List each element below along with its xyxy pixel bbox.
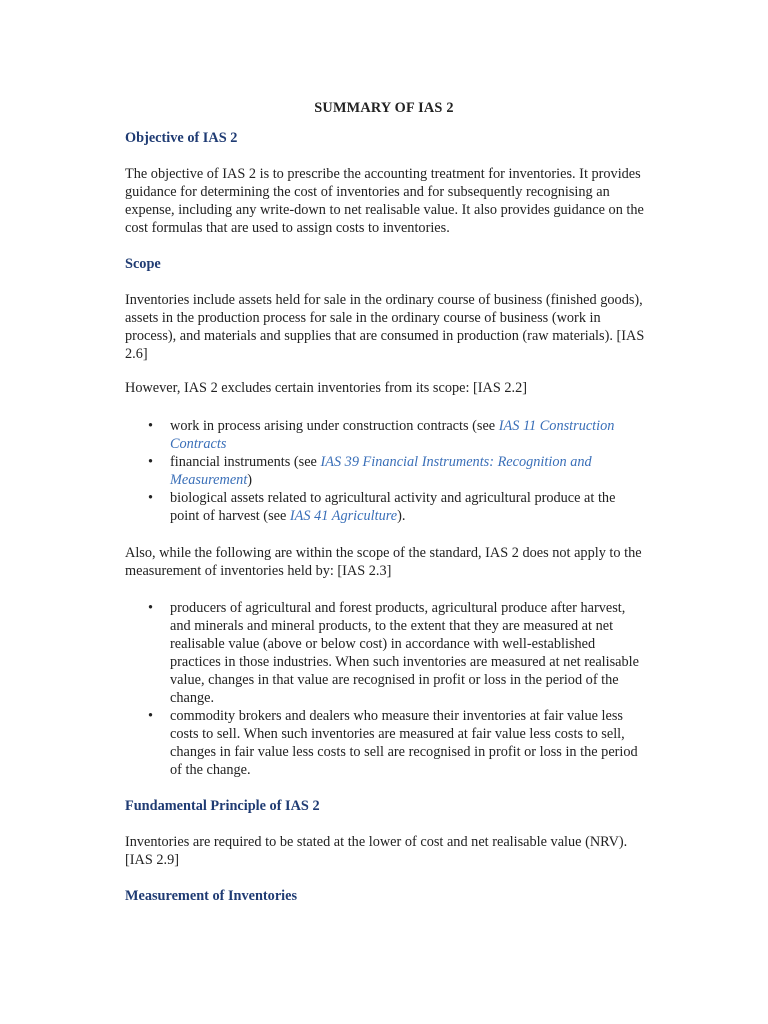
scope-exclusions-list <box>125 417 645 525</box>
bullet-icon: • <box>148 490 154 506</box>
bullet-icon: • <box>148 708 154 724</box>
scope-paragraph-inventories: Inventories include assets held for sale in the ordinary course of business (finished goods), assets in the production process for sale in the ordinary course of business (work in process), and materials and supplies that are consumed in production (raw materials). [IAS 2.6] <box>125 292 645 362</box>
scope-paragraph-exclusions-intro: However, IAS 2 excludes certain inventories from its scope: [IAS 2.2] <box>125 380 528 396</box>
list-item-text: work in process arising under construction contracts (see <box>170 418 499 434</box>
ias-11-link[interactable]: IAS 11 Construction Contracts <box>170 418 615 452</box>
scope-heading: Scope <box>125 256 161 272</box>
objective-heading: Objective of IAS 2 <box>125 130 238 146</box>
measurement-heading: Measurement of Inventories <box>125 888 298 904</box>
list-item-text-end: ) <box>247 472 253 488</box>
list-item-text: biological assets related to agricultural activity and agricultural produce at the point of harvest (see <box>170 490 616 524</box>
list-item <box>125 599 645 707</box>
list-item-text-end: ). <box>397 508 406 524</box>
list-item <box>125 489 645 525</box>
bullet-icon: • <box>148 454 154 470</box>
principle-paragraph: Inventories are required to be stated at the lower of cost and net realisable value (NRV). [IAS 2.9] <box>125 834 628 868</box>
objective-paragraph: The objective of IAS 2 is to prescribe the accounting treatment for inventories. It provides guidance for determining the cost of inventories and for subsequently recognising an expense, including any write-down to net realisable value. It also provides guidance on the cost formulas that are used to assign costs to inventories. <box>125 166 644 236</box>
list-item-text: financial instruments (see <box>170 454 321 470</box>
ias-41-link[interactable]: IAS 41 Agriculture <box>289 508 398 524</box>
list-item-text: producers of agricultural and forest products, agricultural produce after harvest, and minerals and mineral products, to the extent that they are measured at net realisable value (above or below cost) in accordance with well-established practices in those industries. When such inventories are measured at net realisable value, changes in that value are recognised in profit or loss in the period of the change. <box>170 600 639 706</box>
list-item <box>125 417 645 453</box>
list-item-text: commodity brokers and dealers who measure their inventories at fair value less costs to sell. When such inventories are measured at fair value less costs to sell, changes in fair value less costs to sell are recognised in profit or loss in the period of the change. <box>170 708 638 778</box>
ias-39-link[interactable]: IAS 39 Financial Instruments: Recognition and Measurement <box>170 454 592 488</box>
principle-heading: Fundamental Principle of IAS 2 <box>125 798 320 814</box>
bullet-icon: • <box>148 418 154 434</box>
scope-paragraph-measurement-intro: Also, while the following are within the scope of the standard, IAS 2 does not apply to the measurement of inventories held by: [IAS 2.3] <box>125 545 642 579</box>
bullet-icon: • <box>148 600 154 616</box>
document-title: SUMMARY OF IAS 2 <box>314 100 454 116</box>
list-item <box>125 453 645 489</box>
list-item <box>125 707 645 779</box>
measurement-exclusions-list <box>125 599 645 779</box>
